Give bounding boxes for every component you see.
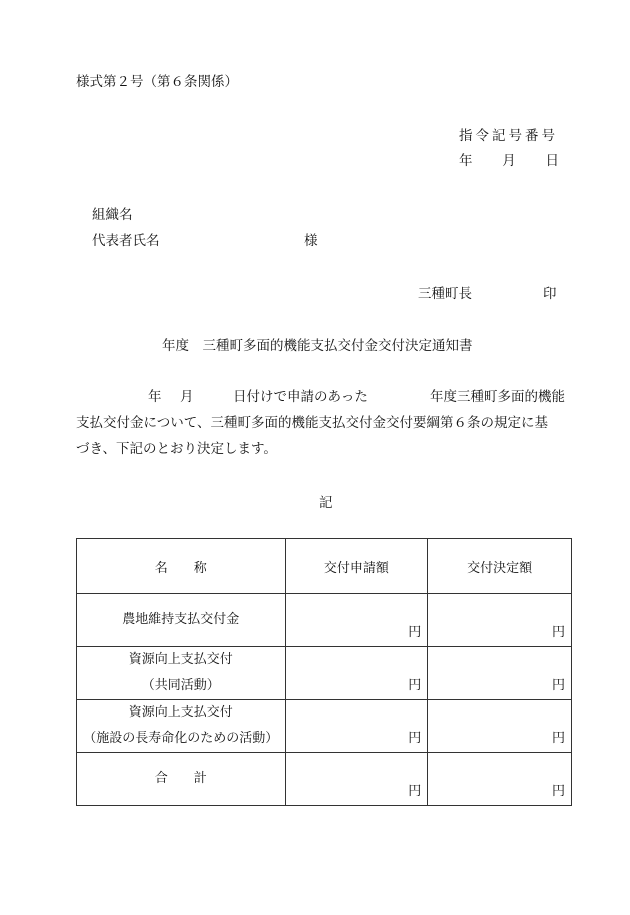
row-name-line2: （共同活動） — [141, 678, 220, 693]
table-row — [77, 647, 572, 700]
row-name-line2: （施設の長寿命化のための活動） — [83, 731, 279, 746]
row-name-line1: 資源向上支払交付 — [128, 652, 233, 667]
table-row — [77, 700, 572, 753]
decided-amount-cell[interactable] — [428, 647, 572, 700]
mayor-label: 三種町長 — [418, 286, 472, 302]
decided-total-cell[interactable] — [428, 753, 572, 806]
row-name-line1: 農地維持支払交付金 — [122, 612, 240, 627]
organization-label: 組織名 — [92, 207, 133, 223]
body-line-3: づき、下記のとおり決定します。 — [76, 441, 277, 457]
body-month: 月 — [180, 389, 194, 405]
row-name — [77, 594, 286, 647]
yen-unit: 円 — [551, 784, 565, 799]
yen-unit: 円 — [551, 625, 565, 640]
honorific: 様 — [304, 233, 318, 249]
header-name: 名 称 — [77, 539, 286, 594]
row-name — [77, 700, 286, 753]
grant-table — [76, 538, 572, 806]
body-year: 年 — [148, 389, 162, 405]
yen-unit: 円 — [408, 625, 422, 640]
date-day: 日 — [545, 153, 559, 169]
yen-unit: 円 — [551, 731, 565, 746]
yen-unit: 円 — [408, 731, 422, 746]
row-name-line1: 資源向上支払交付 — [128, 705, 233, 720]
row-name-line1: 合 計 — [154, 771, 207, 786]
body-line-2: 支払交付金について、三種町多面的機能支払交付金交付要綱第６条の規定に基 — [76, 415, 548, 431]
requested-total-cell[interactable] — [285, 753, 428, 806]
document-title: 年度 三種町多面的機能支払交付金交付決定通知書 — [162, 338, 473, 354]
ki-heading: 記 — [319, 495, 333, 511]
row-name — [77, 753, 286, 806]
reference-number-label: 指令記号番号 — [459, 128, 558, 144]
table-row — [77, 594, 572, 647]
yen-unit: 円 — [408, 678, 422, 693]
header-decided: 交付決定額 — [428, 539, 572, 594]
row-name — [77, 647, 286, 700]
requested-amount-cell[interactable] — [285, 594, 428, 647]
date-line — [459, 149, 559, 169]
requested-amount-cell[interactable] — [285, 647, 428, 700]
decided-amount-cell[interactable] — [428, 594, 572, 647]
form-number: 様式第２号（第６条関係） — [76, 74, 238, 90]
seal-mark: 印 — [543, 286, 557, 302]
body-date-text: 日付けで申請のあった — [233, 389, 368, 405]
representative-label: 代表者氏名 — [92, 233, 160, 249]
requested-amount-cell[interactable] — [285, 700, 428, 753]
date-year: 年 — [459, 153, 473, 169]
yen-unit: 円 — [551, 678, 565, 693]
yen-unit: 円 — [408, 784, 422, 799]
table-total-row — [77, 753, 572, 806]
table-header-row — [77, 539, 572, 594]
decided-amount-cell[interactable] — [428, 700, 572, 753]
header-requested: 交付申請額 — [285, 539, 428, 594]
date-month: 月 — [502, 153, 516, 169]
body-fiscal-text: 年度三種町多面的機能 — [430, 389, 565, 405]
